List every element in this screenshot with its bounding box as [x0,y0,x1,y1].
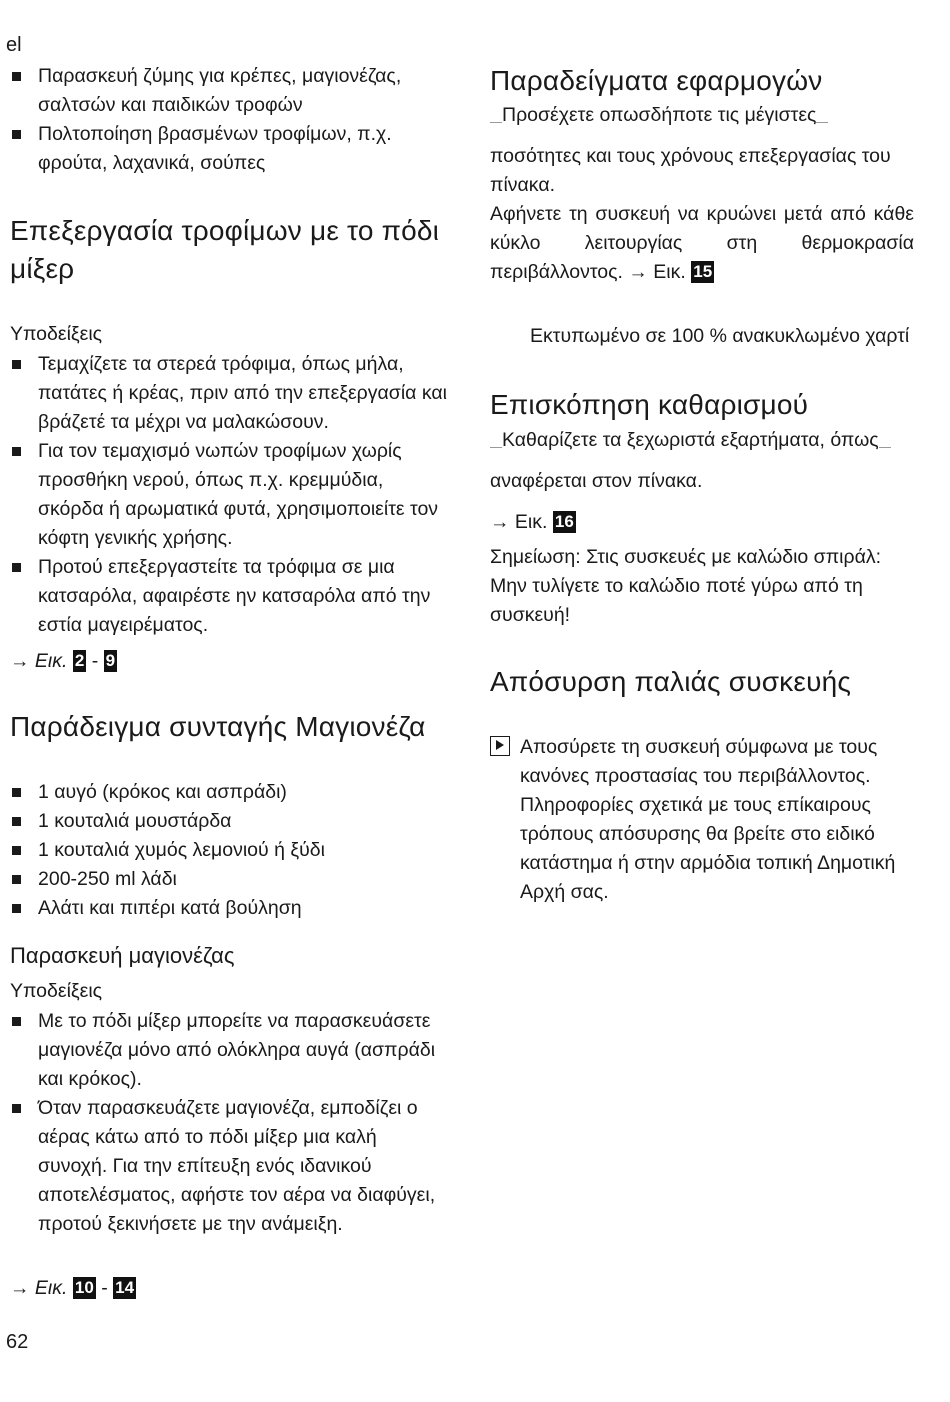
cleaning-line-2: αναφέρεται στον πίνακα. [490,470,703,492]
disposal-text: Αποσύρετε τη συσκευή σύμφωνα με τους κανόνες προστασίας του περιβάλλοντος. Πληροφορίες σχετικά με τους επίκαιρους τρόπους απόσυρσης θα βρείτε στο ειδικό κατάστημα ή στην αρμόδια τοπική Δημοτική Αρχή σας. [520,736,896,903]
disposal-instruction [490,733,930,907]
arrow-right-icon: → [10,1277,30,1299]
list-item: Όταν παρασκευάζετε μαγιονέζα, εμποδίζει ο αέρας κάτω από το πόδι μίξερ μια καλή συνοχή. Για την επίτευξη ενός ιδανικού αποτελέσματος, αφήστε τον αέρα να διαφύγει, προτού ξεκινήσετε με την ανάμειξη. [10,1094,450,1239]
list-item: Τεμαχίζετε τα στερεά τρόφιμα, όπως μήλα, πατάτες ή κρέας, πριν από την επεξεργασία και βράζετέ τα μέχρι να μαλακώσουν. [10,350,450,437]
examples-line-1-text: Προσέχετε οπωσδήποτε τις μέγιστες [502,104,817,126]
processing-hints-list [10,350,450,640]
figure-label: Εικ. [514,511,548,533]
recycled-paper-note: Εκτυπωμένο σε 100 % ανακυκλωμένο χαρτί [530,325,910,347]
list-item: 1 κουταλιά χυμός λεμονιού ή ξύδι [10,836,450,865]
play-triangle-icon [490,736,510,756]
figure-badge: 9 [105,651,116,670]
section-title-cleaning: Επισκόπηση καθαρισμού [490,389,809,420]
range-separator: - [101,1277,108,1299]
figure-reference [10,1274,136,1303]
separator-dash [490,122,502,123]
examples-paragraph-text: Αφήνετε τη συσκευή να κρυώνει μετά από κάθε κύκλο λειτουργίας στη θερμοκρασία περιβάλλοντος. [490,203,914,283]
subsection-title-preparation: Παρασκευή μαγιονέζας [10,943,235,968]
arrow-right-icon: → [10,650,30,672]
list-item: Πολτοποίηση βρασμένων τροφίμων, π.χ. φρούτα, λαχανικά, σούπες [10,120,450,178]
figure-reference [490,508,576,537]
section-title-processing: Επεξεργασία τροφίμων με το πόδι μίξερ [10,215,440,284]
list-item: Για τον τεμαχισμό νωπών τροφίμων χωρίς προσθήκη νερού, όπως π.χ. κρεμμύδια, σκόρδα ή αρωματικά φυτά, χρησιμοποιείτε τον κόφτη γενικής χρήσης. [10,437,450,553]
list-item: 1 κουταλιά μουστάρδα [10,807,450,836]
preparation-hints-list [10,1007,450,1239]
figure-badge: 10 [74,1278,94,1297]
page-number: 62 [6,1331,29,1353]
section-title-examples: Παραδείγματα εφαρμογών [490,65,823,96]
figure-badge: 15 [693,262,713,281]
examples-paragraph [490,200,914,287]
section-title-disposal: Απόσυρση παλιάς συσκευής [490,666,852,697]
separator-dash [816,122,828,123]
language-code: el [6,34,22,56]
arrow-right-icon: → [628,261,648,283]
hints-label: Υποδείξεις [10,323,103,345]
figure-label: Εικ. [34,650,68,672]
list-item: Παρασκευή ζύμης για κρέπες, μαγιονέζας, σαλτσών και παιδικών τροφών [10,62,450,120]
figure-label: Εικ. [34,1277,68,1299]
list-item: Αλάτι και πιπέρι κατά βούληση [10,894,450,923]
arrow-right-icon: → [490,511,510,533]
examples-line-2: ποσότητες και τους χρόνους επεξεργασίας του πίνακα. [490,145,891,196]
figure-badge: 14 [115,1278,135,1297]
intro-bullet-list [10,62,450,178]
cleaning-line-1 [490,426,930,455]
ingredients-list [10,778,450,923]
examples-line-1 [490,101,930,130]
hints-label: Υποδείξεις [10,980,103,1002]
figure-badge: 16 [554,512,574,531]
list-item: 200-250 ml λάδι [10,865,450,894]
list-item: Προτού επεξεργαστείτε τα τρόφιμα σε μια κατσαρόλα, αφαιρέστε ην κατσαρόλα από την εστία μαγειρέματος. [10,553,450,640]
figure-badge: 2 [74,651,85,670]
figure-label: Εικ. [653,261,686,283]
separator-dash [879,447,891,448]
separator-dash [490,447,502,448]
figure-reference [10,647,117,676]
cord-note: Σημείωση: Στις συσκευές με καλώδιο σπιράλ: Μην τυλίγετε το καλώδιο ποτέ γύρω από τη συσκευή! [490,546,882,626]
section-title-recipe: Παράδειγμα συνταγής Μαγιονέζα [10,711,426,742]
range-separator: - [91,650,99,672]
cleaning-line-1-text: Καθαρίζετε τα ξεχωριστά εξαρτήματα, όπως [502,429,879,451]
list-item: 1 αυγό (κρόκος και ασπράδι) [10,778,450,807]
list-item: Με το πόδι μίξερ μπορείτε να παρασκευάσετε μαγιονέζα μόνο από ολόκληρα αυγά (ασπράδι και κρόκος). [10,1007,450,1094]
